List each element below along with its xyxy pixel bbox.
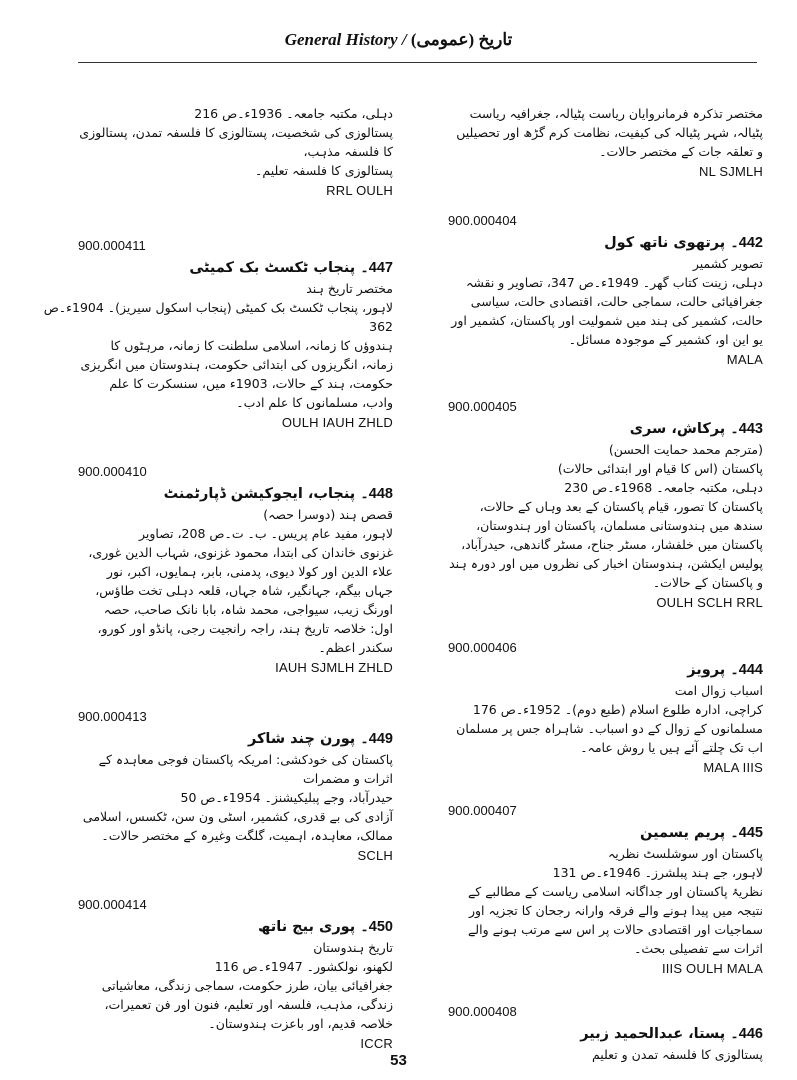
entry-text-line: حیدرآباد، وجے پبلیکیشنز۔ 1954ء۔ص 50: [180, 790, 393, 805]
entry-title: [78, 916, 393, 938]
entry-body: [448, 659, 763, 757]
accession-number: 900.000414: [78, 897, 147, 912]
page-number: 53: [390, 1052, 407, 1069]
entry-number: 443۔: [730, 421, 763, 437]
entry-text-line: پاکستان کی خودکشی: امریکہ پاکستان فوجی معاہدہ کے اثرات و مضمرات: [98, 752, 393, 786]
entry-text-line: لاہور، مفید عام پریس۔ ب۔ ت۔ص 208، تصاویر: [138, 526, 393, 541]
entry-body: [78, 728, 393, 845]
library-codes: IIIS OULH MALA: [661, 961, 763, 976]
entry-number: 446۔: [730, 1026, 763, 1042]
entry-text-line: پاکستان اور سوشلسٹ نظریہ: [607, 846, 763, 861]
entry-text-line: کراچی، ادارہ طلوع اسلام (طبع دوم)۔ 1952ء۔ص 176: [472, 702, 763, 717]
accession-number: 900.000408: [448, 1004, 517, 1019]
entry-text-line: قصص ہند (دوسرا حصہ): [263, 507, 393, 522]
entry-body: [43, 257, 393, 412]
entry-text-line: دہلی، مکتبہ جامعہ۔ 1968ء۔ص 230: [564, 480, 763, 495]
author-name: پستا، عبدالحمید زبیر: [580, 1026, 726, 1042]
entry-text-line: تاریخ ہندوستان: [313, 940, 393, 955]
catalog-entry: [78, 464, 393, 675]
author-name: پرویز: [687, 662, 726, 678]
entry-title: [78, 483, 393, 505]
entry-body: [448, 232, 763, 349]
author-name: پرکاش، سری: [629, 421, 726, 437]
entry-title: [448, 659, 763, 681]
entry-text-line: دہلی، زینت کتاب گھر۔ 1949ء۔ص 347، تصاویر و نقشہ: [466, 275, 763, 290]
library-codes: RRL OULH: [326, 183, 393, 198]
entry-text-line: مختصر تاریخ ہند: [306, 281, 393, 296]
catalog-entry: [448, 803, 763, 976]
entry-text-line: تصویر کشمیر: [692, 256, 763, 271]
entry-text-line: ہندوؤں کا زمانہ، اسلامی سلطنت کا زمانہ، مرہٹوں کا زمانہ، انگریزوں کی ابتدائی حکومت، ہندوستان میں انگریزی حکومت، ہند کے حالات، 1903ء میں، سنسکرت کا علم وادب، مسلمانوں کا علم ادب۔: [80, 338, 393, 410]
entry-text-line: دہلی، مکتبہ جامعہ۔ 1936ء۔ص 216: [194, 106, 393, 121]
accession-number: 900.000407: [448, 803, 517, 818]
catalog-entry: [448, 104, 763, 179]
entry-text-line: پاکستان کا تصور، قیام پاکستان کے بعد وہاں کے حالات، سندھ میں ہندوستانی مسلمان، پاکستان اور ہندوستان، پاکستان میں خلفشار، مسٹر جناح، مسٹر گاندھی، حیدرآباد، پولیس ایکشن، ہندوستان اخبار کی نظروں میں اور دورہ ہند و پاکستان کے حالات۔: [449, 499, 763, 590]
author-name: پوری بیج ناتھ: [258, 919, 356, 935]
author-name: پورن چند شاکر: [247, 731, 356, 747]
catalog-entry: [78, 709, 393, 863]
right-column: [448, 74, 763, 1064]
page-header: [0, 30, 797, 50]
entry-title: [78, 257, 393, 279]
author-name: پنجاب، ایجوکیشن ڈپارٹمنٹ: [163, 486, 356, 502]
entry-title: [448, 232, 763, 254]
entry-title: [448, 1023, 763, 1045]
entry-number: 449۔: [360, 731, 393, 747]
entry-text-line: جغرافیائی بیان، طرز حکومت، سماجی زندگی، معاشیاتی زندگی، مذہب، فلسفہ اور تعلیم، فنون اور فن تعمیرات، خلاصہ قدیم، اور باعزت ہندوستان۔: [101, 978, 393, 1031]
entry-number: 444۔: [730, 662, 763, 678]
author-name: پریم یسمین: [640, 825, 726, 841]
entry-text-line: غزنوی خاندان کی ابتدا، محمود غزنوی، شہاب الدین غوری، علاء الدین اور کولا دیوی، پدمنی، بابر، ہمایوں، اکبر، نور جہاں بیگم، جہانگیر، شاہ جہاں، قلعہ دہلی تخت طاؤس، اورنگ زیب، سیواجی، محمد شاہ، بابا نانک صاحب، حصہ اول: خلاصہ تاریخ ہند، راجہ رانجیت رجی، پانڈو اور کورو، سکندر اعظم۔: [88, 545, 393, 655]
entry-text-line: پستالوزی کا فلسفہ تمدن و تعلیم: [591, 1047, 763, 1062]
entry-text-line: اسباب زوال امت: [674, 683, 763, 698]
entry-text-line: پستالوزی کا فلسفہ تعلیم۔: [255, 163, 393, 178]
library-codes: OULH SCLH RRL: [656, 595, 763, 610]
header-rule: [78, 62, 757, 63]
library-codes: NL SJMLH: [699, 164, 763, 179]
accession-number: 900.000404: [448, 213, 517, 228]
entry-title: [78, 728, 393, 750]
entry-text-line: نظریۂ پاکستان اور جداگانہ اسلامی ریاست کے مطالبے کے نتیجہ میں پیدا ہونے والے فرقہ وارانہ رجحان کا تجزیہ اور سماجیات اور اقتصادی حالات پر اس سے مرتب ہونے والے اثرات سے تفصیلی بحث۔: [467, 884, 763, 956]
entry-number: 445۔: [730, 825, 763, 841]
entry-body: [448, 104, 763, 161]
entry-text-line: لاہور، پنجاب ٹکسٹ بک کمیٹی (پنجاب اسکول سیریز)۔ 1904ء۔ص: [43, 300, 393, 315]
entry-text-line: پستالوزی کی شخصیت، پستالوزی کا فلسفہ تمدن، پستالوزی کا فلسفہ مذہب،: [79, 125, 393, 159]
entry-number: 448۔: [360, 486, 393, 502]
accession-number: 900.000410: [78, 464, 147, 479]
accession-number: 900.000413: [78, 709, 147, 724]
catalog-entry: [448, 399, 763, 610]
entry-body: [78, 483, 393, 657]
entry-number: 442۔: [730, 235, 763, 251]
entry-text-line: مسلمانوں کے زوال کے دو اسباب۔ شاہراہ جس پر مسلمان اب تک چلتے آئے ہیں یا روش عامہ۔: [456, 721, 763, 755]
entry-text-line: لکھنو، نولکشور۔ 1947ء۔ص 116: [214, 959, 393, 974]
entry-body: [78, 916, 393, 1033]
library-codes: MALA IIIS: [703, 760, 763, 775]
catalog-entry: [448, 213, 763, 367]
accession-number: 900.000411: [78, 238, 146, 253]
catalog-entry: [43, 238, 393, 430]
entry-text-line: (مترجم محمد حمایت الحسن): [608, 442, 763, 457]
entry-text-line: آزادی کی بے قدری، کشمیر، اسٹی ون سن، ٹکسس، اسلامی ممالک، معاہدہ، اہمیت، گلگت وغیرہ کے مختصر حالات۔: [82, 809, 393, 843]
accession-number: 900.000406: [448, 640, 517, 655]
author-name: پنجاب ٹکسٹ بک کمیٹی: [189, 260, 356, 276]
entry-body: [448, 418, 763, 592]
entry-number: 450۔: [360, 919, 393, 935]
library-codes: MALA: [726, 352, 763, 367]
catalog-entry: [78, 897, 393, 1051]
entry-title: [448, 418, 763, 440]
accession-number: 900.000405: [448, 399, 517, 414]
entry-text-line: پاکستان (اس کا قیام اور ابتدائی حالات): [557, 461, 763, 476]
entry-text-line: 362: [369, 319, 393, 334]
library-codes: IAUH SJMLH ZHLD: [275, 660, 393, 675]
entry-text-line: لاہور، جے ہند پبلشرز۔ 1946ء۔ص 131: [552, 865, 763, 880]
entry-body: [448, 822, 763, 958]
header-english: General History /: [284, 30, 407, 49]
author-name: پرتھوی ناتھ کول: [604, 235, 726, 251]
entry-title: [448, 822, 763, 844]
catalog-entry: [448, 640, 763, 775]
entry-text-line: مختصر تذکرہ فرمانروایان ریاست پٹیالہ، جغرافیہ ریاست پٹیالہ، شہر پٹیالہ کی کیفیت، نظامت کرم گڑھ اور تحصیلیں و تعلقہ جات کے مختصر حالات۔: [456, 106, 763, 159]
header-urdu: (عمومی) تاریخ: [410, 30, 513, 49]
catalog-entry: [78, 104, 393, 198]
library-codes: SCLH: [357, 848, 393, 863]
entry-body: [78, 104, 393, 180]
entry-number: 447۔: [360, 260, 393, 276]
left-column: [43, 74, 393, 1051]
entry-text-line: جغرافیائی حالت، سماجی حالت، اقتصادی حالت، سیاسی حالت، کشمیر کی ہند میں شمولیت اور پاکستان، کشمیر اور یو این او، کشمیر کے موجودہ مسائل۔: [451, 294, 763, 347]
library-codes: ICCR: [360, 1036, 393, 1051]
library-codes: OULH IAUH ZHLD: [281, 415, 393, 430]
